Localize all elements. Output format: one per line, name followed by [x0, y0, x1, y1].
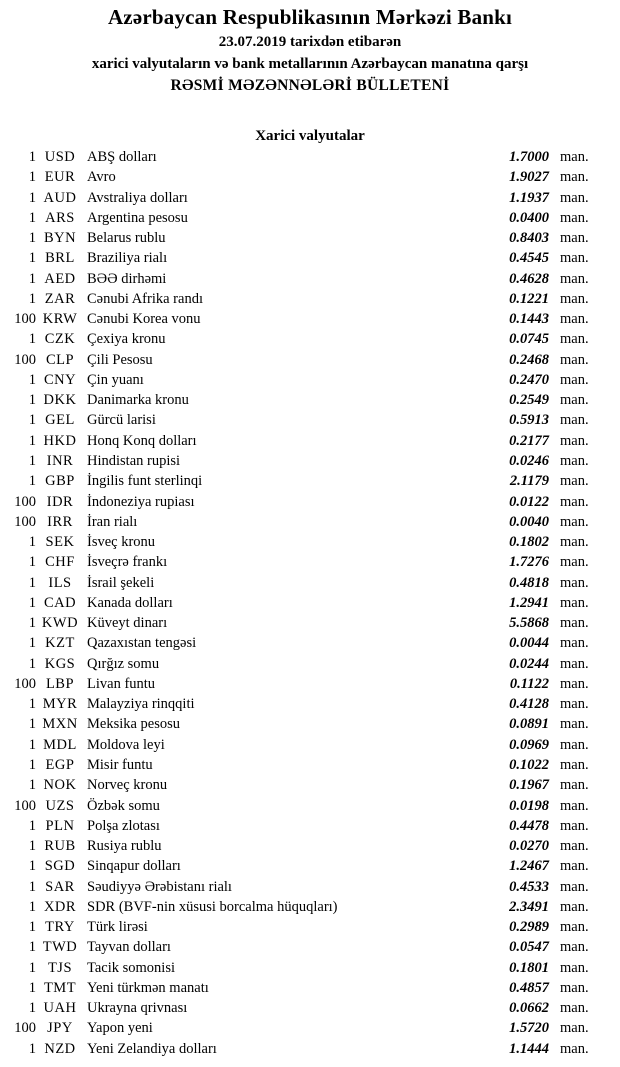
unit-label-cell: man. — [560, 493, 589, 510]
currency-code-cell: NZD — [44, 1040, 76, 1057]
currency-name-cell: Tacik somonisi — [87, 959, 175, 976]
quantity-cell: 1 — [28, 615, 36, 632]
quantity-cell: 1 — [28, 696, 36, 713]
rate-value-cell: 0.1801 — [509, 959, 549, 976]
currency-code-cell: HKD — [43, 432, 77, 449]
currency-code-cell: EGP — [45, 756, 75, 773]
rate-value-cell: 0.2470 — [509, 371, 549, 388]
currency-code-cell: MYR — [42, 696, 78, 713]
currency-code-cell: SGD — [44, 858, 76, 875]
table-row-nzd — [0, 1039, 620, 1059]
currency-name-cell: Braziliya rialı — [87, 250, 168, 267]
bulletin-title: RƏSMİ MƏZƏNNƏLƏRİ BÜLLETENİ — [170, 77, 450, 94]
quantity-cell: 1 — [28, 432, 36, 449]
quantity-cell: 100 — [14, 311, 36, 328]
currency-name-cell: Livan funtu — [87, 675, 156, 692]
rate-value-cell: 0.0400 — [509, 209, 549, 226]
rate-value-cell: 0.2549 — [509, 392, 549, 409]
rate-value-cell: 0.0040 — [509, 513, 549, 530]
unit-label-cell: man. — [560, 574, 589, 591]
unit-label-cell: man. — [560, 473, 589, 490]
quantity-cell: 1 — [28, 574, 36, 591]
currency-code-cell: KRW — [42, 311, 78, 328]
currency-name-cell: Cənubi Afrika randı — [87, 290, 203, 307]
effective-date-line: 23.07.2019 tarixdən etibarən — [218, 34, 402, 50]
rate-value-cell: 0.0547 — [509, 939, 549, 956]
unit-label-cell: man. — [560, 209, 589, 226]
rate-value-cell: 0.8403 — [509, 230, 549, 247]
table-row-krw — [0, 309, 620, 329]
currency-code-cell: ILS — [48, 574, 72, 591]
currency-name-cell: Özbək somu — [87, 797, 160, 814]
unit-label-cell: man. — [560, 736, 589, 753]
currency-name-cell: İsrail şekeli — [87, 574, 155, 591]
currency-name-cell: Yeni türkmən manatı — [87, 979, 209, 996]
currency-code-cell: JPY — [47, 1020, 73, 1037]
currency-name-cell: Gürcü larisi — [87, 412, 156, 429]
quantity-cell: 1 — [28, 655, 36, 672]
table-row-inr — [0, 451, 620, 471]
table-row-lbp — [0, 674, 620, 694]
currency-name-cell: Kanada dolları — [87, 594, 173, 611]
table-row-kwd — [0, 613, 620, 633]
table-row-mxn — [0, 714, 620, 734]
unit-label-cell: man. — [560, 250, 589, 267]
unit-label-cell: man. — [560, 817, 589, 834]
unit-label-cell: man. — [560, 169, 589, 186]
bank-title: Azərbaycan Respublikasının Mərkəzi Bankı — [107, 5, 513, 29]
table-row-mdl — [0, 735, 620, 755]
currency-name-cell: Misir funtu — [87, 756, 153, 773]
table-row-aud — [0, 188, 620, 208]
currency-name-cell: Argentina pesosu — [87, 209, 188, 226]
currency-code-cell: TMT — [43, 979, 77, 996]
rate-value-cell: 0.0198 — [509, 797, 549, 814]
currency-code-cell: XDR — [43, 898, 77, 915]
currency-name-cell: İran rialı — [87, 513, 138, 530]
currency-name-cell: Çexiya kronu — [87, 331, 166, 348]
rate-value-cell: 2.1179 — [509, 473, 549, 490]
quantity-cell: 1 — [28, 290, 36, 307]
quantity-cell: 1 — [28, 392, 36, 409]
unit-label-cell: man. — [560, 351, 589, 368]
table-row-sek — [0, 532, 620, 552]
quantity-cell: 1 — [28, 635, 36, 652]
currency-name-cell: İngilis funt sterlinqi — [87, 473, 203, 490]
currency-code-cell: BYN — [43, 230, 77, 247]
table-row-ils — [0, 573, 620, 593]
currency-code-cell: KZT — [45, 635, 75, 652]
currency-name-cell: Türk lirəsi — [87, 919, 148, 936]
rate-value-cell: 1.7276 — [509, 554, 549, 571]
table-row-dkk — [0, 390, 620, 410]
quantity-cell: 100 — [14, 513, 36, 530]
currency-name-cell: Danimarka kronu — [87, 392, 189, 409]
currency-name-cell: Çili Pesosu — [87, 351, 153, 368]
currency-name-cell: ABŞ dolları — [87, 149, 157, 165]
currency-code-cell: CAD — [43, 594, 77, 611]
rate-value-cell: 0.4478 — [509, 817, 549, 834]
unit-label-cell: man. — [560, 675, 589, 692]
quantity-cell: 100 — [14, 1020, 36, 1037]
exchange-rates-table — [0, 147, 620, 1059]
table-row-egp — [0, 755, 620, 775]
rate-value-cell: 1.2941 — [509, 594, 549, 611]
rate-value-cell: 0.1443 — [509, 311, 549, 328]
unit-label-cell: man. — [560, 838, 589, 855]
table-row-kgs — [0, 654, 620, 674]
rate-value-cell: 0.4857 — [509, 979, 549, 996]
unit-label-cell: man. — [560, 696, 589, 713]
currency-name-cell: Malayziya rinqqiti — [87, 696, 195, 713]
unit-label-cell: man. — [560, 371, 589, 388]
currency-code-cell: AED — [44, 270, 76, 287]
rate-value-cell: 1.1444 — [509, 1040, 549, 1057]
quantity-cell: 1 — [28, 736, 36, 753]
currency-code-cell: AUD — [43, 189, 77, 206]
unit-label-cell: man. — [560, 452, 589, 469]
currency-name-cell: Çin yuanı — [87, 371, 144, 388]
table-row-nok — [0, 775, 620, 795]
quantity-cell: 1 — [28, 898, 36, 915]
quantity-cell: 1 — [28, 473, 36, 490]
rate-value-cell: 1.5720 — [509, 1020, 549, 1037]
quantity-cell: 100 — [14, 797, 36, 814]
currency-name-cell: Yapon yeni — [87, 1020, 153, 1037]
rate-value-cell: 1.9027 — [509, 169, 549, 186]
currency-code-cell: TJS — [47, 959, 73, 976]
currency-name-cell: SDR (BVF-nin xüsusi borcalma hüquqları) — [87, 898, 338, 915]
unit-label-cell: man. — [560, 290, 589, 307]
rate-value-cell: 0.1967 — [509, 777, 549, 794]
currency-name-cell: Norveç kronu — [87, 777, 168, 794]
quantity-cell: 1 — [28, 250, 36, 267]
currency-code-cell: UAH — [43, 1000, 77, 1017]
currency-name-cell: Hindistan rupisi — [87, 452, 181, 469]
table-row-kzt — [0, 633, 620, 653]
rate-value-cell: 0.1022 — [509, 756, 549, 773]
quantity-cell: 1 — [28, 149, 36, 165]
rate-value-cell: 0.4545 — [509, 250, 549, 267]
table-row-eur — [0, 167, 620, 187]
quantity-cell: 1 — [28, 534, 36, 551]
rate-value-cell: 0.4818 — [509, 574, 549, 591]
document-subtitle: xarici valyutaların və bank metallarının Azərbaycan manatına qarşı — [91, 56, 529, 72]
unit-label-cell: man. — [560, 189, 589, 206]
table-row-try — [0, 917, 620, 937]
quantity-cell: 1 — [28, 959, 36, 976]
quantity-cell: 1 — [28, 452, 36, 469]
rate-value-cell: 0.0891 — [509, 716, 549, 733]
rate-value-cell: 0.2989 — [509, 919, 549, 936]
quantity-cell: 1 — [28, 169, 36, 186]
currency-name-cell: İsveç kronu — [87, 534, 156, 551]
rate-value-cell: 0.2177 — [509, 432, 549, 449]
unit-label-cell: man. — [560, 756, 589, 773]
unit-label-cell: man. — [560, 270, 589, 287]
currency-name-cell: Avstraliya dolları — [87, 189, 188, 206]
currency-name-cell: Yeni Zelandiya dolları — [87, 1040, 217, 1057]
quantity-cell: 1 — [28, 756, 36, 773]
currency-code-cell: EUR — [44, 169, 76, 186]
unit-label-cell: man. — [560, 939, 589, 956]
currency-name-cell: İsveçrə frankı — [87, 554, 168, 571]
unit-label-cell: man. — [560, 777, 589, 794]
unit-label-cell: man. — [560, 635, 589, 652]
currency-name-cell: Honq Konq dolları — [87, 432, 197, 449]
quantity-cell: 1 — [28, 412, 36, 429]
table-row-usd — [0, 147, 620, 167]
quantity-cell: 1 — [28, 331, 36, 348]
table-row-uah — [0, 998, 620, 1018]
unit-label-cell: man. — [560, 230, 589, 247]
rate-value-cell: 0.0745 — [509, 331, 549, 348]
quantity-cell: 1 — [28, 209, 36, 226]
currency-code-cell: PLN — [45, 817, 75, 834]
table-row-tjs — [0, 958, 620, 978]
currency-name-cell: Meksika pesosu — [87, 716, 181, 733]
unit-label-cell: man. — [560, 858, 589, 875]
quantity-cell: 1 — [28, 716, 36, 733]
currency-code-cell: GBP — [45, 473, 75, 490]
currency-name-cell: Səudiyyə Ərəbistanı rialı — [87, 878, 232, 895]
table-row-hkd — [0, 431, 620, 451]
currency-name-cell: BƏƏ dirhəmi — [87, 270, 167, 287]
section-title-foreign-currencies: Xarici valyutalar — [255, 128, 365, 144]
quantity-cell: 1 — [28, 919, 36, 936]
currency-code-cell: RUB — [44, 838, 76, 855]
rate-value-cell: 2.3491 — [509, 898, 549, 915]
unit-label-cell: man. — [560, 797, 589, 814]
quantity-cell: 1 — [28, 230, 36, 247]
table-row-cad — [0, 593, 620, 613]
unit-label-cell: man. — [560, 149, 589, 165]
quantity-cell: 1 — [28, 838, 36, 855]
rate-value-cell: 0.5913 — [509, 412, 549, 429]
table-row-jpy — [0, 1018, 620, 1038]
rate-value-cell: 0.0122 — [509, 493, 549, 510]
table-row-gbp — [0, 471, 620, 491]
rate-value-cell: 0.1221 — [509, 290, 549, 307]
unit-label-cell: man. — [560, 554, 589, 571]
unit-label-cell: man. — [560, 534, 589, 551]
currency-name-cell: Küveyt dinarı — [87, 615, 168, 632]
unit-label-cell: man. — [560, 878, 589, 895]
currency-name-cell: Moldova leyi — [87, 736, 165, 753]
unit-label-cell: man. — [560, 1000, 589, 1017]
currency-code-cell: BRL — [45, 250, 75, 267]
unit-label-cell: man. — [560, 1040, 589, 1057]
rate-value-cell: 0.1122 — [509, 675, 549, 692]
currency-code-cell: ZAR — [44, 290, 76, 307]
table-row-byn — [0, 228, 620, 248]
table-row-twd — [0, 937, 620, 957]
rate-value-cell: 0.1802 — [509, 534, 549, 551]
quantity-cell: 1 — [28, 1040, 36, 1057]
currency-name-cell: Qırğız somu — [87, 655, 160, 672]
currency-code-cell: TRY — [45, 919, 75, 936]
table-row-myr — [0, 694, 620, 714]
table-row-uzs — [0, 796, 620, 816]
unit-label-cell: man. — [560, 919, 589, 936]
currency-code-cell: SEK — [45, 534, 75, 551]
currency-code-cell: LBP — [45, 675, 75, 692]
currency-name-cell: Qazaxıstan tengəsi — [87, 635, 197, 652]
unit-label-cell: man. — [560, 412, 589, 429]
quantity-cell: 100 — [14, 675, 36, 692]
rate-value-cell: 1.7000 — [509, 149, 549, 165]
rate-value-cell: 0.4128 — [509, 696, 549, 713]
currency-code-cell: KGS — [44, 655, 76, 672]
table-row-tmt — [0, 978, 620, 998]
unit-label-cell: man. — [560, 513, 589, 530]
table-row-pln — [0, 816, 620, 836]
unit-label-cell: man. — [560, 979, 589, 996]
quantity-cell: 1 — [28, 371, 36, 388]
currency-name-cell: Sinqapur dolları — [87, 858, 181, 875]
currency-name-cell: Belarus rublu — [87, 230, 166, 247]
table-row-cny — [0, 370, 620, 390]
currency-name-cell: Avro — [87, 169, 116, 186]
rate-value-cell: 0.0662 — [509, 1000, 549, 1017]
rate-value-cell: 0.0244 — [509, 655, 549, 672]
unit-label-cell: man. — [560, 615, 589, 632]
quantity-cell: 1 — [28, 777, 36, 794]
table-row-gel — [0, 410, 620, 430]
table-row-sar — [0, 877, 620, 897]
currency-code-cell: MXN — [42, 716, 78, 733]
unit-label-cell: man. — [560, 959, 589, 976]
rate-value-cell: 0.0969 — [509, 736, 549, 753]
unit-label-cell: man. — [560, 898, 589, 915]
unit-label-cell: man. — [560, 716, 589, 733]
rate-value-cell: 0.4628 — [509, 270, 549, 287]
currency-code-cell: TWD — [42, 939, 78, 956]
quantity-cell: 100 — [14, 351, 36, 368]
rate-value-cell: 1.1937 — [509, 189, 549, 206]
currency-code-cell: USD — [44, 149, 76, 165]
rate-value-cell: 0.4533 — [509, 878, 549, 895]
quantity-cell: 1 — [28, 594, 36, 611]
quantity-cell: 1 — [28, 939, 36, 956]
currency-code-cell: SAR — [45, 878, 75, 895]
currency-name-cell: Cənubi Korea vonu — [87, 311, 201, 328]
quantity-cell: 1 — [28, 189, 36, 206]
unit-label-cell: man. — [560, 392, 589, 409]
rate-value-cell: 0.0246 — [509, 452, 549, 469]
currency-name-cell: Polşa zlotası — [87, 817, 160, 834]
table-row-ars — [0, 208, 620, 228]
quantity-cell: 1 — [28, 878, 36, 895]
currency-code-cell: IRR — [47, 513, 73, 530]
currency-code-cell: DKK — [43, 392, 77, 409]
rate-value-cell: 0.0044 — [509, 635, 549, 652]
currency-name-cell: Ukrayna qrivnası — [87, 1000, 188, 1017]
unit-label-cell: man. — [560, 331, 589, 348]
table-row-clp — [0, 350, 620, 370]
table-row-brl — [0, 248, 620, 268]
currency-code-cell: NOK — [43, 777, 77, 794]
unit-label-cell: man. — [560, 1020, 589, 1037]
currency-code-cell: CLP — [45, 351, 75, 368]
currency-code-cell: MDL — [43, 736, 77, 753]
rate-value-cell: 5.5868 — [509, 615, 549, 632]
unit-label-cell: man. — [560, 594, 589, 611]
currency-name-cell: Rusiya rublu — [87, 838, 162, 855]
currency-code-cell: CZK — [44, 331, 76, 348]
currency-code-cell: UZS — [45, 797, 75, 814]
table-row-rub — [0, 836, 620, 856]
rate-value-cell: 0.2468 — [509, 351, 549, 368]
quantity-cell: 100 — [14, 493, 36, 510]
currency-code-cell: INR — [46, 452, 74, 469]
currency-code-cell: KWD — [41, 615, 79, 632]
table-row-xdr — [0, 897, 620, 917]
currency-code-cell: CNY — [43, 371, 77, 388]
currency-name-cell: Tayvan dolları — [87, 939, 171, 956]
table-row-idr — [0, 492, 620, 512]
quantity-cell: 1 — [28, 817, 36, 834]
quantity-cell: 1 — [28, 858, 36, 875]
table-row-irr — [0, 512, 620, 532]
unit-label-cell: man. — [560, 432, 589, 449]
currency-code-cell: GEL — [45, 412, 75, 429]
currency-name-cell: İndoneziya rupiası — [87, 493, 195, 510]
currency-code-cell: CHF — [45, 554, 75, 571]
unit-label-cell: man. — [560, 655, 589, 672]
quantity-cell: 1 — [28, 270, 36, 287]
table-row-sgd — [0, 856, 620, 876]
rate-value-cell: 0.0270 — [509, 838, 549, 855]
rate-value-cell: 1.2467 — [509, 858, 549, 875]
table-row-zar — [0, 289, 620, 309]
quantity-cell: 1 — [28, 554, 36, 571]
quantity-cell: 1 — [28, 979, 36, 996]
table-row-chf — [0, 552, 620, 572]
table-row-czk — [0, 329, 620, 349]
table-row-aed — [0, 269, 620, 289]
unit-label-cell: man. — [560, 311, 589, 328]
quantity-cell: 1 — [28, 1000, 36, 1017]
document-header — [0, 0, 620, 96]
currency-code-cell: ARS — [45, 209, 75, 226]
currency-code-cell: IDR — [46, 493, 74, 510]
